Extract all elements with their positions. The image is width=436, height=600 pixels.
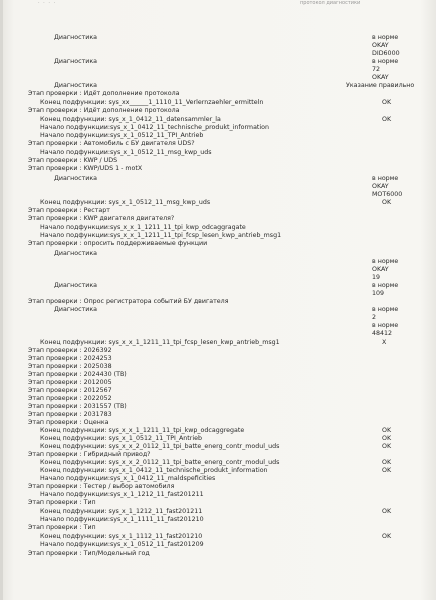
log-line — [0, 395, 436, 403]
log-line-value: 2 — [372, 314, 377, 321]
log-line-text: Этап проверки : 2031783 — [28, 411, 112, 418]
log-line — [0, 451, 436, 459]
log-line — [0, 508, 436, 516]
log-line-text: Этап проверки : Рестарт — [28, 207, 110, 214]
log-line-text: Этап проверки : Гибридный привод? — [28, 451, 151, 458]
log-line-text: Начало подфункции:sys_x_x_1_1211_11_tpi_fcsp_lesen_kwp_antrieb_msg1 — [40, 232, 282, 239]
log-line — [0, 411, 436, 419]
log-line — [0, 175, 436, 183]
log-line-text: Конец подфункции: sys_x_x_1_1211_11_tpi_fcsp_lesen_kwp_antrieb_msg1 — [40, 339, 280, 346]
log-line-text: Этап проверки : 2024430 (ТВ) — [28, 371, 127, 378]
log-line-value: OKAY — [372, 74, 389, 81]
log-line-text: Этап проверки : 2031557 (ТВ) — [28, 403, 127, 410]
log-line-value: OKAY — [372, 42, 389, 49]
log-line-text: Этап проверки : 2024253 — [28, 355, 112, 362]
log-line-text: Этап проверки : Идёт дополнение протокола — [28, 107, 180, 114]
log-line-text: Этап проверки : Оценка — [28, 419, 109, 426]
log-line-text: Начало подфункции:sys_x_1_0512_11_msg_kwp_uds — [40, 149, 212, 156]
log-line-value: в норме — [372, 175, 399, 182]
header-right-text: протокол диагностики — [300, 0, 361, 6]
log-line — [0, 371, 436, 379]
log-line-text: Диагностика — [54, 250, 98, 257]
log-line — [0, 258, 436, 266]
log-line — [0, 58, 436, 66]
log-line-value: OK — [382, 199, 392, 206]
log-line-text: Диагностика — [54, 82, 98, 89]
log-line-value: в норме — [372, 322, 399, 329]
page-header — [0, 0, 436, 12]
log-line — [0, 443, 436, 451]
log-line — [0, 387, 436, 395]
log-line — [0, 550, 436, 558]
log-line-value: Указание правильно — [346, 82, 415, 89]
log-line-value: в норме — [372, 306, 399, 313]
log-line-text: Диагностика — [54, 175, 98, 182]
log-line — [0, 541, 436, 549]
log-line-text: Этап проверки : 2025038 — [28, 363, 112, 370]
log-line-text: Начало подфункции:sys_x_1_0512_11_TPI_Antrieb — [40, 132, 204, 139]
log-line-text: Этап проверки : Автомобиль с БУ двигателя UDS? — [28, 140, 195, 147]
log-line-text: Этап проверки : Тип/Модельный год — [28, 550, 150, 557]
log-line-value: MOT6000 — [372, 191, 403, 198]
log-line — [0, 199, 436, 207]
log-line — [0, 250, 436, 258]
log-line-text: Начало подфункции:sys_x_x_1_1211_11_tpi_kwp_odcaggragate — [40, 224, 246, 231]
log-line-value: 19 — [372, 274, 381, 281]
log-line — [0, 240, 436, 248]
log-line-value: OKAY — [372, 183, 389, 190]
log-line-text: Диагностика — [54, 34, 98, 41]
log-line — [0, 274, 436, 282]
log-line-text: Конец подфункции: sys_x_1_0412_11_datensammler_la — [40, 116, 221, 123]
log-line-text: Конец подфункции: sys_x_1_1112_11_fast201210 — [40, 533, 203, 540]
log-line-text: Этап проверки : Идёт дополнение протокола — [28, 90, 180, 97]
log-line-value: 72 — [372, 66, 381, 73]
log-line-text: Начало подфункции:sys_x_1_0412_11_technische_produkt_information — [40, 124, 269, 131]
log-line — [0, 419, 436, 427]
log-line-text: Этап проверки : KWP / UDS — [28, 157, 118, 164]
log-line — [0, 459, 436, 467]
log-line-value: в норме — [372, 58, 399, 65]
log-line-text: Диагностика — [54, 58, 98, 65]
log-line — [0, 99, 436, 107]
log-line — [0, 191, 436, 199]
log-line — [0, 266, 436, 274]
log-line-text: Этап проверки : 2022052 — [28, 395, 112, 402]
log-line-text: Начало подфункции:sys_x_1_1111_11_fast201210 — [40, 516, 204, 523]
log-line-value: OK — [382, 99, 392, 106]
log-line-text: Начало подфункции:sys_x_1_0512_11_fast201209 — [40, 541, 204, 548]
header-left-text: · · · · — [38, 0, 57, 6]
log-line-text: Диагностика — [54, 282, 98, 289]
log-line-value: OK — [382, 459, 392, 466]
log-line-text: Конец подфункции: sys_x_1_0512_11_TPI_Antrieb — [40, 435, 202, 442]
log-line-text: Начало подфункции:sys_x_1_0412_11_maldspeficities — [40, 475, 216, 482]
log-line-text: Начало подфункции:sys_x_1_1212_11_fast201211 — [40, 491, 204, 498]
log-line — [0, 50, 436, 58]
log-line — [0, 491, 436, 499]
log-line — [0, 330, 436, 338]
log-line-text: Этап проверки : 2012005 — [28, 379, 112, 386]
log-line — [0, 232, 436, 240]
log-line-text: Конец подфункции: sys_x_x_2_0112_11_tpi_batte_energ_contr_modul_uds — [40, 443, 280, 450]
log-line-text: Этап проверки : 2012567 — [28, 387, 112, 394]
log-line — [0, 524, 436, 532]
log-line-text: Этап проверки : 2026392 — [28, 347, 112, 354]
log-line — [0, 298, 436, 306]
log-line — [0, 379, 436, 387]
log-line — [0, 516, 436, 524]
log-line-value: OK — [382, 427, 392, 434]
log-line-text: Конец подфункции: sys_x_1_0512_11_msg_kwp_uds — [40, 199, 211, 206]
log-line — [0, 183, 436, 191]
log-line-value: OK — [382, 435, 392, 442]
log-line-text: Этап проверки : Тестер / выбор автомобиля — [28, 483, 175, 490]
log-line — [0, 157, 436, 165]
log-line — [0, 124, 436, 132]
log-line-text: Конец подфункции: sys_x_x_2_0112_11_tpi_batte_energ_contr_modul_uds — [40, 459, 280, 466]
log-line-text: Этап проверки : KWP/UDS 1 - motX — [28, 165, 143, 172]
log-line — [0, 355, 436, 363]
log-line — [0, 314, 436, 322]
log-line-value: 109 — [372, 290, 385, 297]
log-line — [0, 306, 436, 314]
log-line — [0, 140, 436, 148]
log-line — [0, 215, 436, 223]
log-line — [0, 435, 436, 443]
log-line — [0, 322, 436, 330]
log-line — [0, 499, 436, 507]
log-line — [0, 363, 436, 371]
log-line — [0, 467, 436, 475]
log-line-value: OK — [382, 116, 392, 123]
log-line-value: 48412 — [372, 330, 393, 337]
log-line-value: OK — [382, 508, 392, 515]
log-line — [0, 66, 436, 74]
log-line-text: Конец подфункции: sys_xx______1_1110_11_Verlernzaehler_ermitteln — [40, 99, 264, 106]
log-line — [0, 82, 436, 90]
log-line-value: OKAY — [372, 266, 389, 273]
log-line-text: Конец подфункции: sys_x_x_1_1211_11_tpi_kwp_odcaggregate — [40, 427, 245, 434]
log-line — [0, 149, 436, 157]
log-line — [0, 116, 436, 124]
log-line — [0, 282, 436, 290]
log-line-value: в норме — [372, 282, 399, 289]
log-line — [0, 347, 436, 355]
log-line — [0, 34, 436, 42]
log-line-text: Этап проверки : Опрос регистратора событий БУ двигателя — [28, 298, 229, 305]
log-line-text: Этап проверки : Тип — [28, 524, 96, 531]
log-line — [0, 533, 436, 541]
log-line — [0, 475, 436, 483]
log-line-text: Конец подфункции: sys_x_1_1212_11_fast201211 — [40, 508, 203, 515]
log-line — [0, 427, 436, 435]
log-line-value: DID6000 — [372, 50, 400, 57]
log-line — [0, 42, 436, 50]
log-line-text: Диагностика — [54, 306, 98, 313]
log-line — [0, 132, 436, 140]
log-line — [0, 165, 436, 173]
log-line — [0, 483, 436, 491]
log-line — [0, 207, 436, 215]
log-line-text: Этап проверки : KWP двигателя двигателя? — [28, 215, 175, 222]
log-line — [0, 339, 436, 347]
log-line — [0, 224, 436, 232]
log-line — [0, 74, 436, 82]
log-line — [0, 90, 436, 98]
log-line-value: в норме — [372, 258, 399, 265]
log-line — [0, 290, 436, 298]
log-line — [0, 107, 436, 115]
log-line-text: Конец подфункции: sys_x_1_0412_11_technische_produkt_information — [40, 467, 268, 474]
log-line-text: Этап проверки : Тип — [28, 499, 96, 506]
log-line-text: Этап проверки : опросить поддерживаемые функции — [28, 240, 208, 247]
log-line-value: OK — [382, 533, 392, 540]
log-line-value: OK — [382, 467, 392, 474]
log-line-value: OK — [382, 443, 392, 450]
log-line — [0, 403, 436, 411]
log-line-value: в норме — [372, 34, 399, 41]
log-line-value: X — [382, 339, 387, 346]
